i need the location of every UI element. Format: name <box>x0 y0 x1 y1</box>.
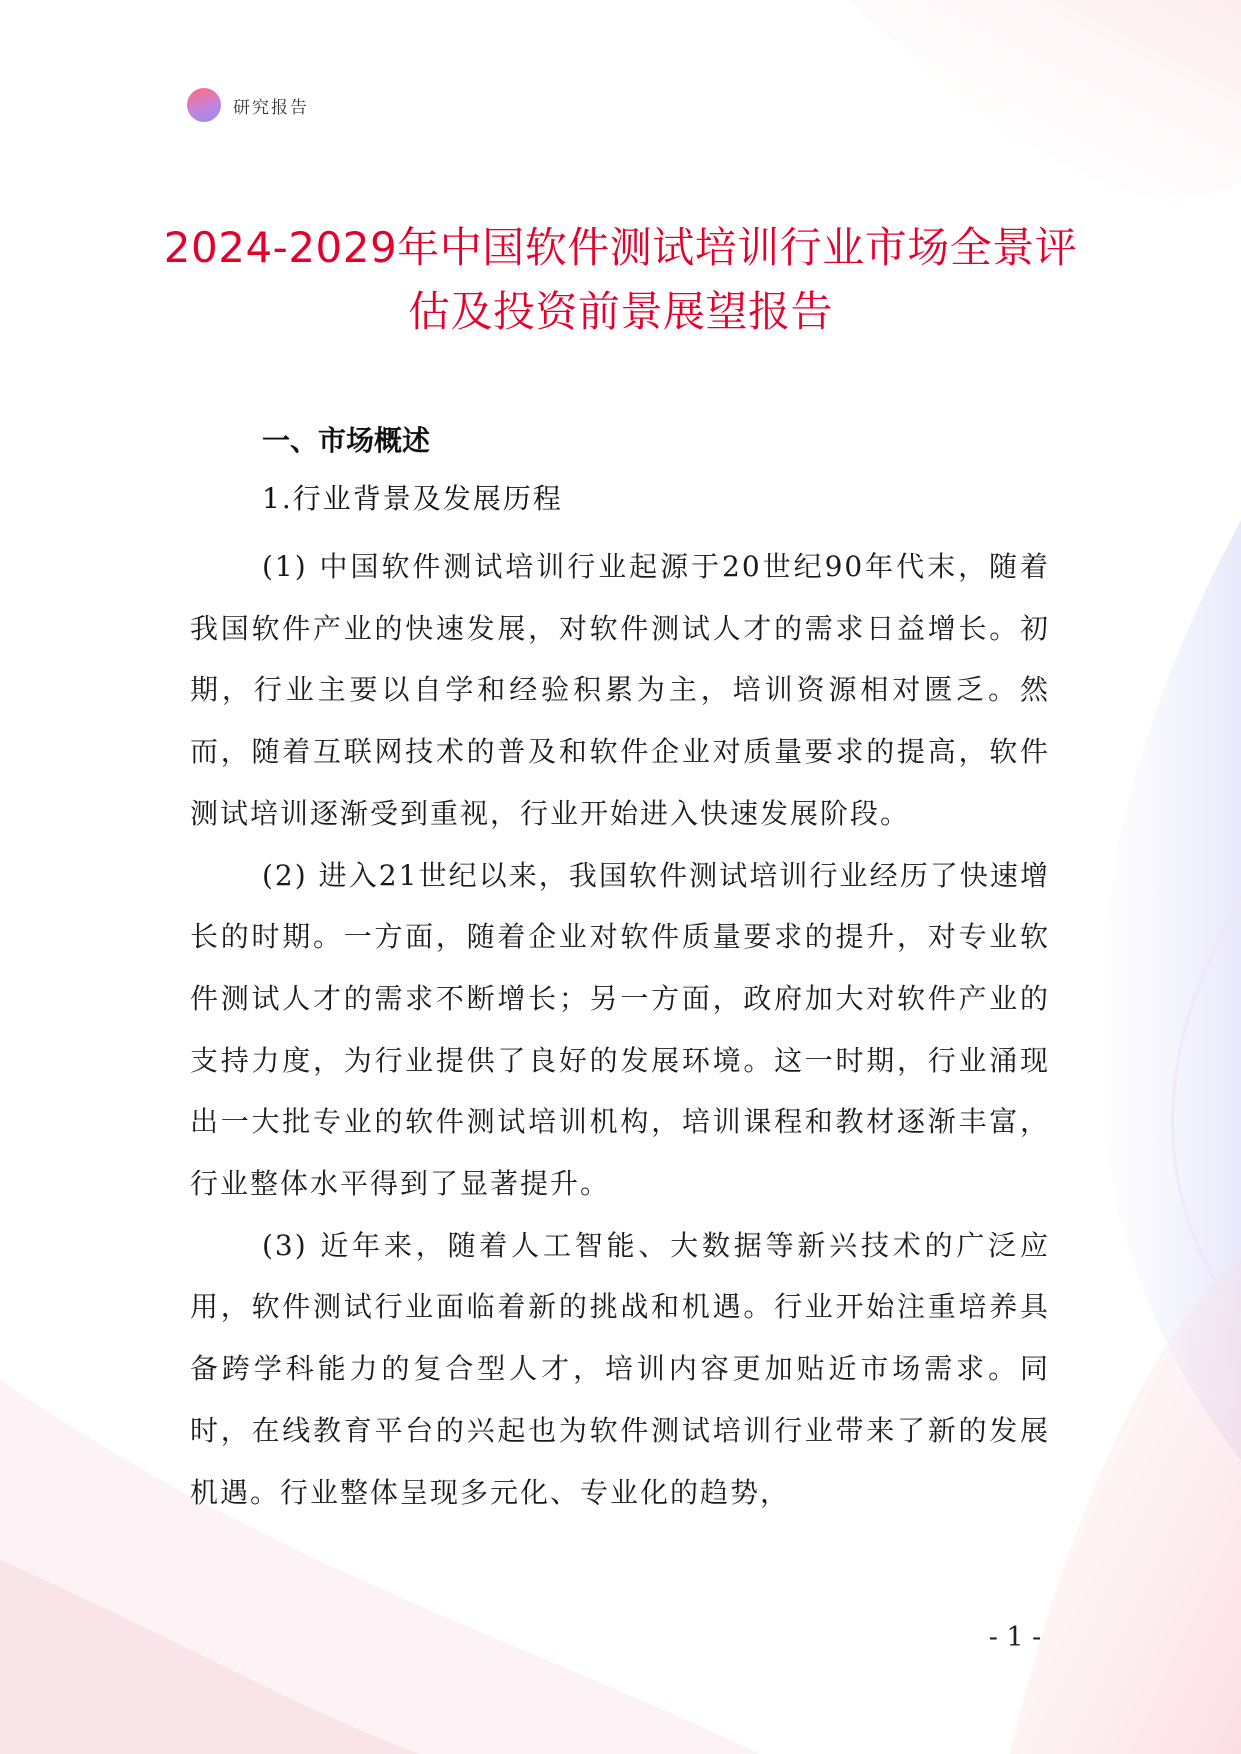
paragraph-1: (1) 中国软件测试培训行业起源于20世纪90年代末，随着我国软件产业的快速发展，对软件测试人才的需求日益增长。初期，行业主要以自学和经验积累为主，培训资源相对匮乏。然而，随着互联网技术的普及和软件企业对质量要求的提高，软件测试培训逐渐受到重视，行业开始进入快速发展阶段。 <box>190 550 1050 830</box>
report-body <box>190 416 1050 1523</box>
paragraph-3: (3) 近年来，随着人工智能、大数据等新兴技术的广泛应用，软件测试行业面临着新的挑战和机遇。行业开始注重培养具备跨学科能力的复合型人才，培训内容更加贴近市场需求。同时，在线教育平台的兴起也为软件测试培训行业带来了新的发展机遇。行业整体呈现多元化、专业化的趋势， <box>190 1228 1050 1509</box>
report-title: 2024-2029年中国软件测试培训行业市场全景评估及投资前景展望报告 <box>163 223 1078 336</box>
report-header-label: 研究报告 <box>233 97 309 118</box>
paragraph-2: (2) 进入21世纪以来，我国软件测试培训行业经历了快速增长的时期。一方面，随着企业对软件质量要求的提升，对专业软件测试人才的需求不断增长；另一方面，政府加大对软件产业的支持力度，为行业提供了良好的发展环境。这一时期，行业涌现出一大批专业的软件测试培训机构，培训课程和教材逐渐丰富，行业整体水平得到了显著提升。 <box>190 858 1050 1201</box>
section-subheading: 1.行业背景及发展历程 <box>262 482 563 515</box>
report-header <box>187 88 309 122</box>
section-heading: 一、市场概述 <box>262 424 431 457</box>
report-logo-icon <box>187 88 221 122</box>
page-number: - 1 - <box>988 1622 1042 1653</box>
